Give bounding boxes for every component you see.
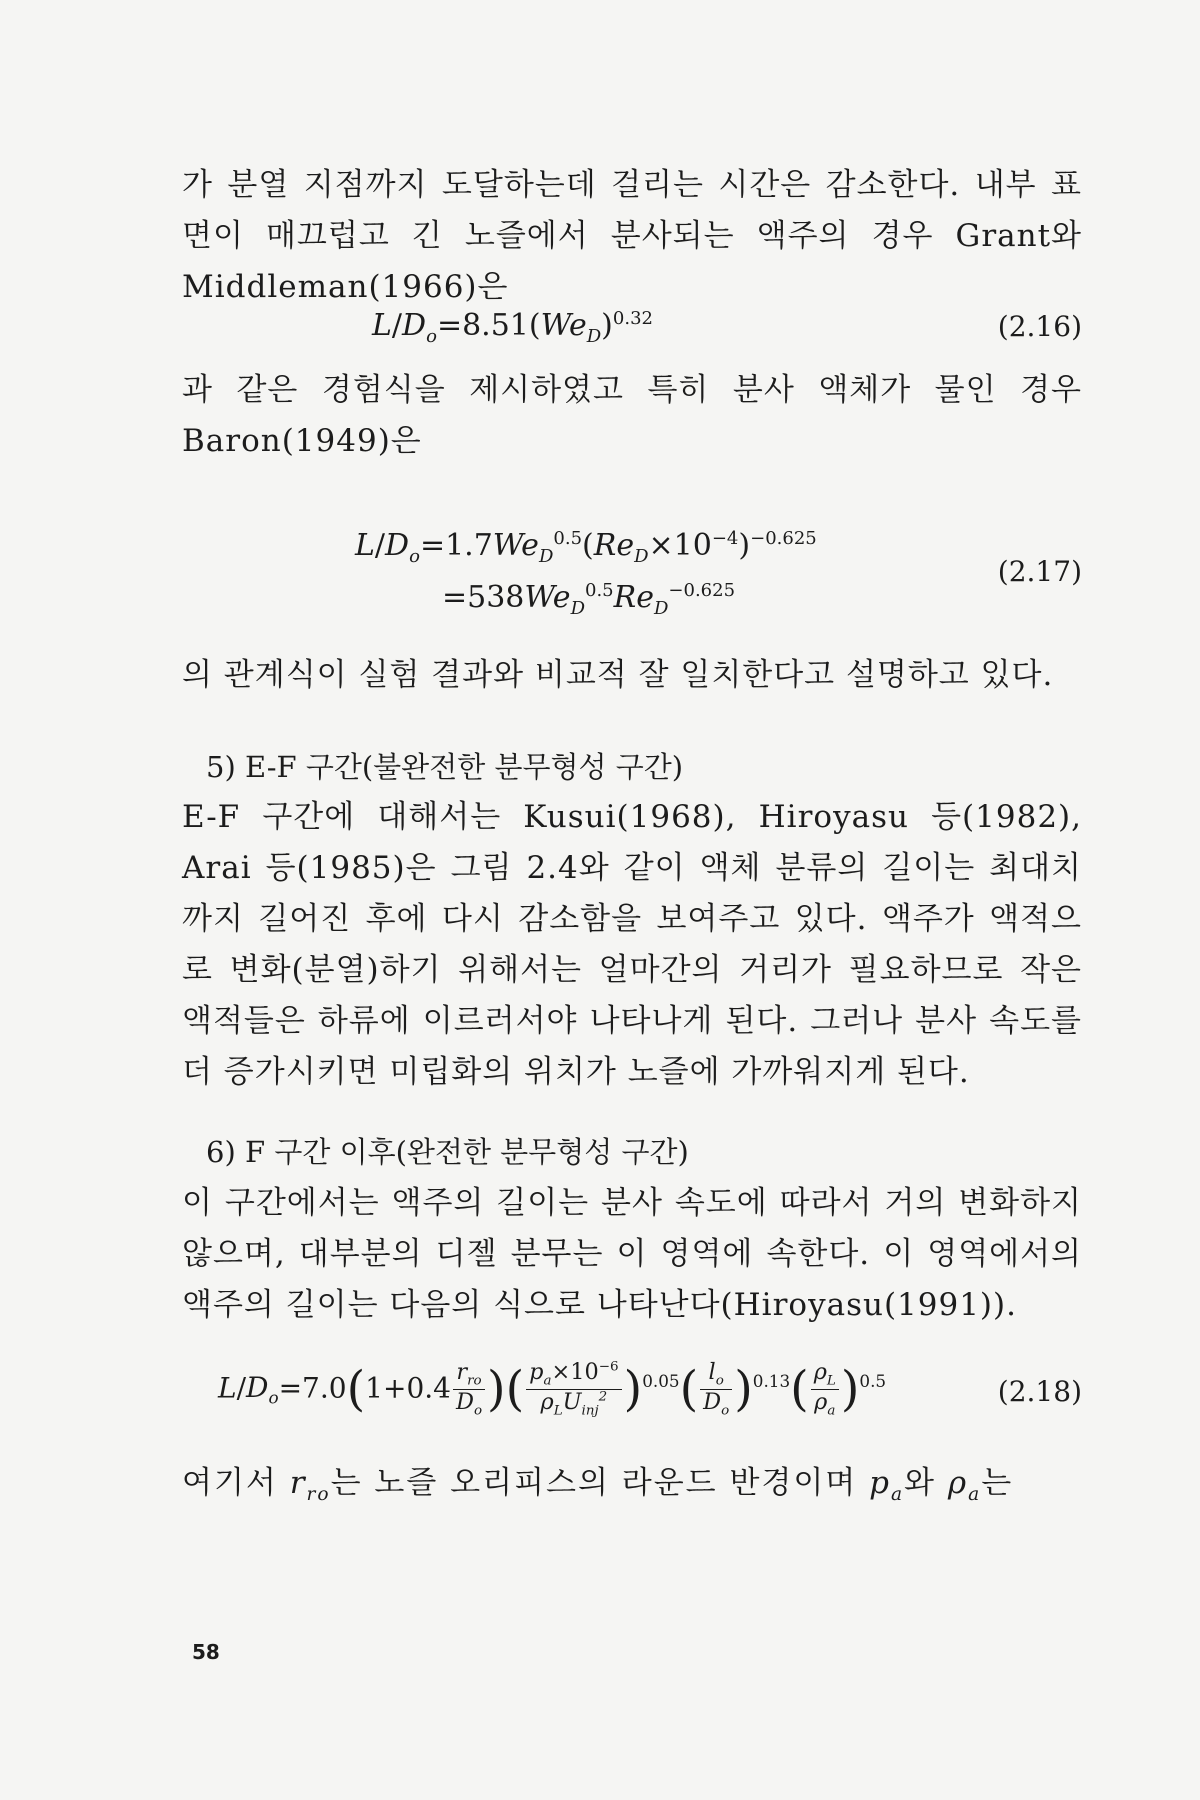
definition-text-1: 여기서 [182, 1465, 278, 1501]
paragraph-relation: 의 관계식이 실험 결과와 비교적 잘 일치한다고 설명하고 있다. [182, 657, 1054, 693]
paragraph-ef-section: E-F 구간에 대해서는 Kusui(1968), Hiroyasu 등(1982), Arai 등(1985)은 그림 2.4와 같이 액체 분류의 길이는 최대치까지 길어진 후에 다시 감소함을 보여주고 있다. 액주가 액적으로 변화(분열)하기 위해서는 얼마간의 거리가 필요하므로 작은 액적들은 하류에 이르러서야 나타나게 된다. 그러나 분사 속도를 더 증가시키면 미립화의 위치가 노즐에 가까워지게 된다. [182, 799, 1082, 1090]
symbol-p-a: $p_a$ [869, 1465, 905, 1506]
symbol-r-ro: $r_{ro}$ [289, 1465, 331, 1506]
section-heading-6: 6) F 구간 이후(완전한 분무형성 구간) [206, 1135, 689, 1169]
equation-number-2-16: (2.16) [997, 310, 1082, 343]
equation-2-18: $L/D_o=7.0(1+0.4$ $\frac{r_{ro}}{D_o}$ )( $\frac{p_a\times 10^{-6}}{\rho_LU_{inj}^2}$ )$^{0.05}$( $\frac{l_o}{D_o}$ )$^{0.13}$( $\frac{\rho_L}{\rho_a}$ )$^{0.5}$ [218, 1359, 887, 1419]
section-heading-5: 5) E-F 구간(불완전한 분무형성 구간) [206, 750, 684, 784]
equation-2-16: $L/D_o=8.51(We_D)^{0.32}$ [372, 308, 653, 347]
paragraph-grant-middleman: 가 분열 지점까지 도달하는데 걸리는 시간은 감소한다. 내부 표면이 매끄럽고 긴 노즐에서 분사되는 액주의 경우 Grant와 Middleman(1966)은 [182, 167, 1082, 305]
paragraph-baron: 과 같은 경험식을 제시하였고 특히 분사 액체가 물인 경우 Baron(1949)은 [182, 372, 1082, 459]
definition-text-2: 는 노즐 오리피스의 라운드 반경이며 [330, 1465, 858, 1501]
equation-number-2-18: (2.18) [997, 1375, 1082, 1408]
equation-number-2-17: (2.17) [997, 555, 1082, 588]
symbol-rho-a: $\rho_a$ [947, 1465, 982, 1506]
equation-2-17-line2: $=538We_D^{0.5}Re_D^{-0.625}$ [442, 580, 736, 619]
definition-text-4: 는 [981, 1465, 1014, 1501]
definition-text-3: 와 [904, 1465, 936, 1501]
equation-2-17-line1: $L/D_o=1.7We_D^{0.5}(Re_D\times 10^{-4})^{-0.625}$ [355, 528, 817, 567]
page-number: 58 [192, 1640, 220, 1664]
paragraph-symbol-definitions [182, 1458, 1082, 1520]
paragraph-f-section: 이 구간에서는 액주의 길이는 분사 속도에 따라서 거의 변화하지 않으며, 대부분의 디젤 분무는 이 영역에 속한다. 이 영역에서의 액주의 길이는 다음의 식으로 나타난다(Hiroyasu(1991)). [182, 1185, 1082, 1323]
